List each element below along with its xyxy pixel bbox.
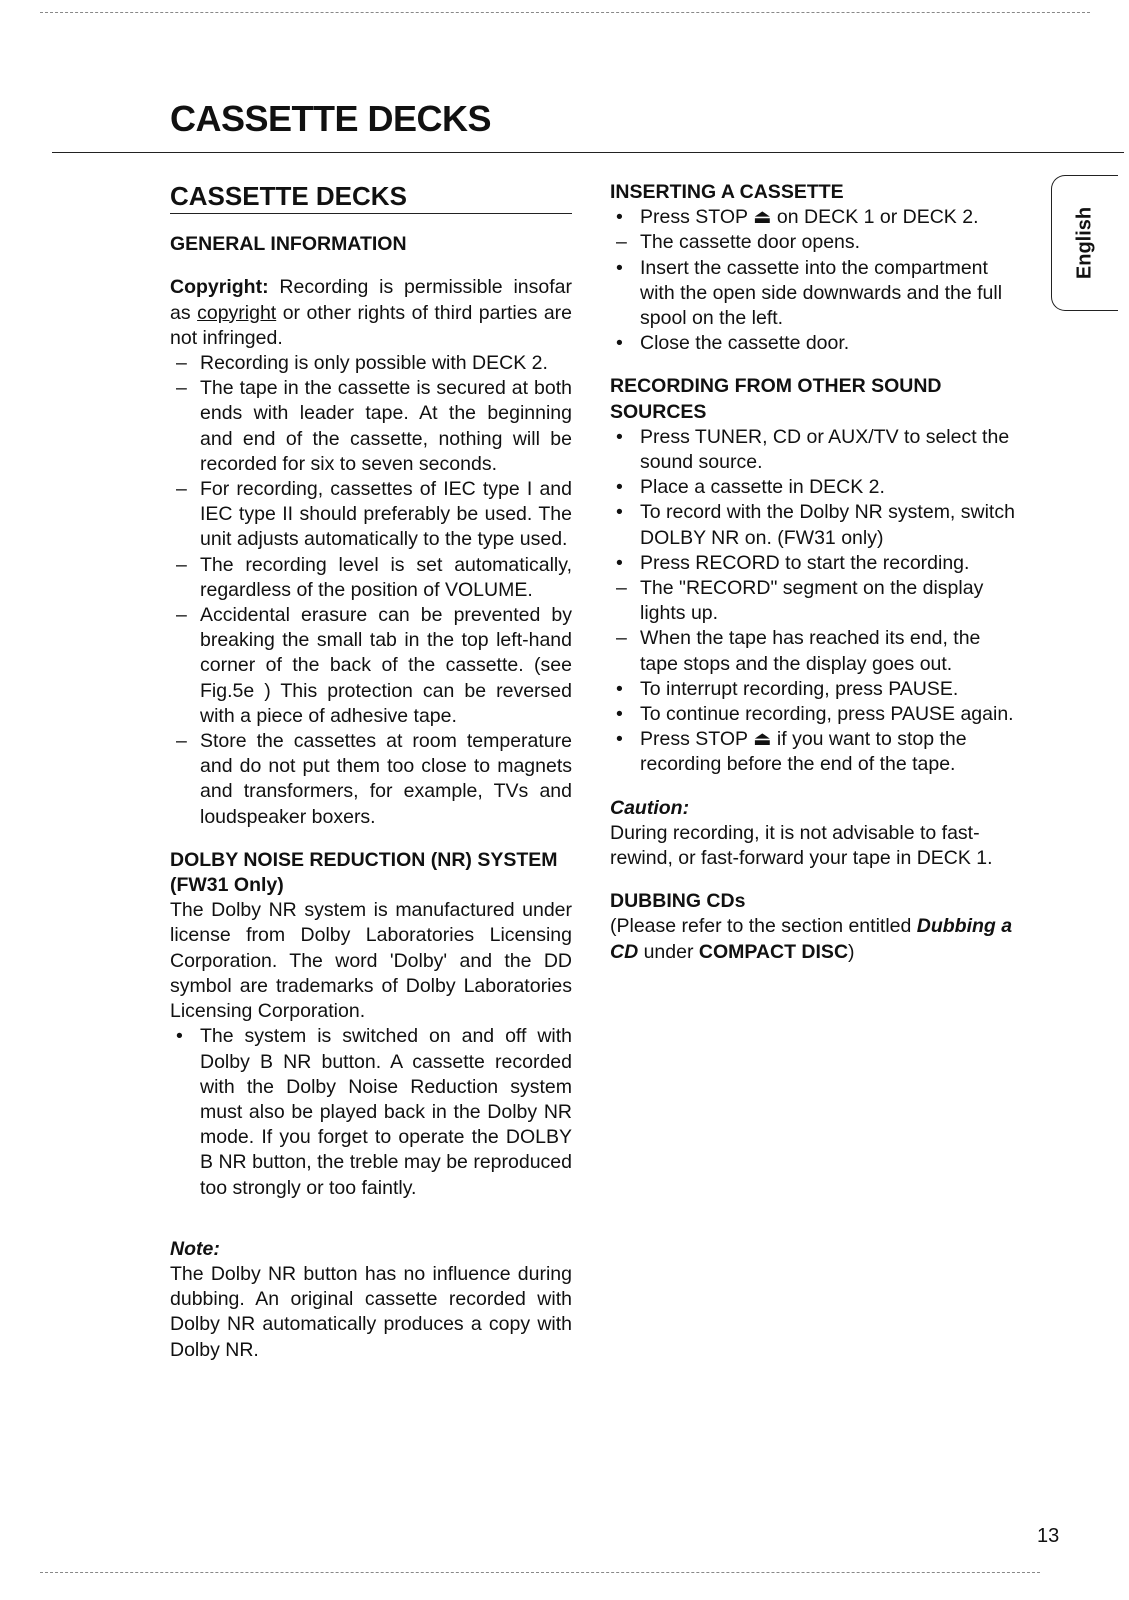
list-item: – When the tape has reached its end, the tape stops and the display goes out. bbox=[616, 627, 981, 675]
right-column bbox=[610, 180, 1020, 965]
dolby-paragraph: The Dolby NR system is manufactured under license from Dolby Laboratories Licensing Corporation. The word 'Dolby' and the DD symbol are trademarks of Dolby Laboratories Licensing Corporation. bbox=[170, 899, 572, 1023]
list-item: – The "RECORD" segment on the display lights up. bbox=[616, 577, 984, 625]
list-item: • Press RECORD to start the recording. bbox=[616, 551, 970, 574]
list-item: • The system is switched on and off with Dolby B NR button. A cassette recorded with the Dolby Noise Reduction system must also be played back in the Dolby NR mode. If you forget to operate the DOLBY B NR button, the treble may be reproduced too strongly or too faintly. bbox=[176, 1025, 572, 1199]
compact-disc-reference: COMPACT DISC bbox=[698, 940, 849, 963]
list-item: – The tape in the cassette is secured at both ends with leader tape. At the beginning and end of the cassette, nothing will be recorded for six to seven seconds. bbox=[176, 377, 572, 475]
inserting-list bbox=[610, 205, 1020, 356]
dubbing-cd-reference: Dubbing a CD bbox=[610, 915, 1013, 963]
list-item: – The cassette door opens. bbox=[616, 231, 861, 254]
page-title: CASSETTE DECKS bbox=[170, 98, 492, 139]
list-item: • Press STOP ⏏ if you want to stop the recording before the end of the tape. bbox=[616, 728, 967, 776]
dubbing-heading: DUBBING CDs bbox=[610, 890, 746, 913]
inserting-heading: INSERTING A CASSETTE bbox=[610, 181, 844, 203]
title-divider bbox=[52, 152, 1124, 153]
list-item: – Recording is only possible with DECK 2. bbox=[176, 352, 548, 375]
recording-list bbox=[610, 425, 1020, 778]
copyright-paragraph bbox=[170, 275, 572, 351]
note-label: Note: bbox=[170, 1237, 220, 1260]
copyright-text-1: Recording is permissible insofar as bbox=[170, 276, 572, 324]
list-item: • Insert the cassette into the compartment with the open side downwards and the full spool on the left. bbox=[616, 256, 1003, 330]
recording-heading: RECORDING FROM OTHER SOUND SOURCES bbox=[610, 375, 942, 423]
list-item: • To record with the Dolby NR system, switch DOLBY NR on. (FW31 only) bbox=[616, 501, 1015, 549]
dolby-list bbox=[170, 1024, 572, 1200]
list-item: • To interrupt recording, press PAUSE. bbox=[616, 677, 959, 700]
list-item: – Store the cassettes at room temperature and do not put them too close to magnets and transformers, for example, TVs and loudspeaker boxers. bbox=[176, 730, 572, 828]
scan-artifact-top bbox=[40, 12, 1090, 13]
language-tab-label: English bbox=[1073, 206, 1096, 280]
list-item: • Press TUNER, CD or AUX/TV to select the sound source. bbox=[616, 425, 1010, 474]
list-item: – For recording, cassettes of IEC type I and IEC type II should preferably be used. The unit adjusts automatically to the type used. bbox=[176, 478, 572, 551]
note-paragraph: The Dolby NR button has no influence during dubbing. An original cassette recorded with Dolby NR automatically produces a copy with Dolby NR. bbox=[170, 1262, 572, 1361]
general-information-heading: GENERAL INFORMATION bbox=[170, 233, 407, 256]
list-item: – The recording level is set automatically, regardless of the position of VOLUME. bbox=[176, 553, 572, 601]
language-tab bbox=[1051, 175, 1118, 311]
scan-artifact-bottom bbox=[40, 1572, 1040, 1573]
dolby-heading: DOLBY NOISE REDUCTION (NR) SYSTEM (FW31 Only) bbox=[170, 848, 558, 897]
page-number: 13 bbox=[1037, 1525, 1060, 1547]
section-title: CASSETTE DECKS bbox=[170, 184, 572, 214]
list-item: • Close the cassette door. bbox=[616, 332, 850, 355]
caution-paragraph: During recording, it is not advisable to fast-rewind, or fast-forward your tape in DECK 1. bbox=[610, 821, 993, 870]
copyright-label: Copyright: bbox=[170, 276, 269, 299]
list-item: • Press STOP ⏏ on DECK 1 or DECK 2. bbox=[616, 206, 979, 229]
copyright-text-2: or other rights of third parties are not infringed. bbox=[170, 301, 572, 349]
copyright-word: copyright bbox=[197, 301, 277, 324]
general-info-list bbox=[170, 351, 572, 830]
left-column bbox=[170, 180, 572, 1363]
list-item: • To continue recording, press PAUSE again. bbox=[616, 703, 1014, 726]
dubbing-paragraph: (Please refer to the section entitled Dubbing a CD under COMPACT DISC) bbox=[610, 915, 1013, 963]
list-item: • Place a cassette in DECK 2. bbox=[616, 476, 885, 499]
list-item: – Accidental erasure can be prevented by breaking the small tab in the top left-hand corner of the back of the cassette. (see Fig.5e ) This protection can be reversed with a piece of adhesive tape. bbox=[176, 604, 572, 727]
caution-label: Caution: bbox=[610, 796, 690, 819]
